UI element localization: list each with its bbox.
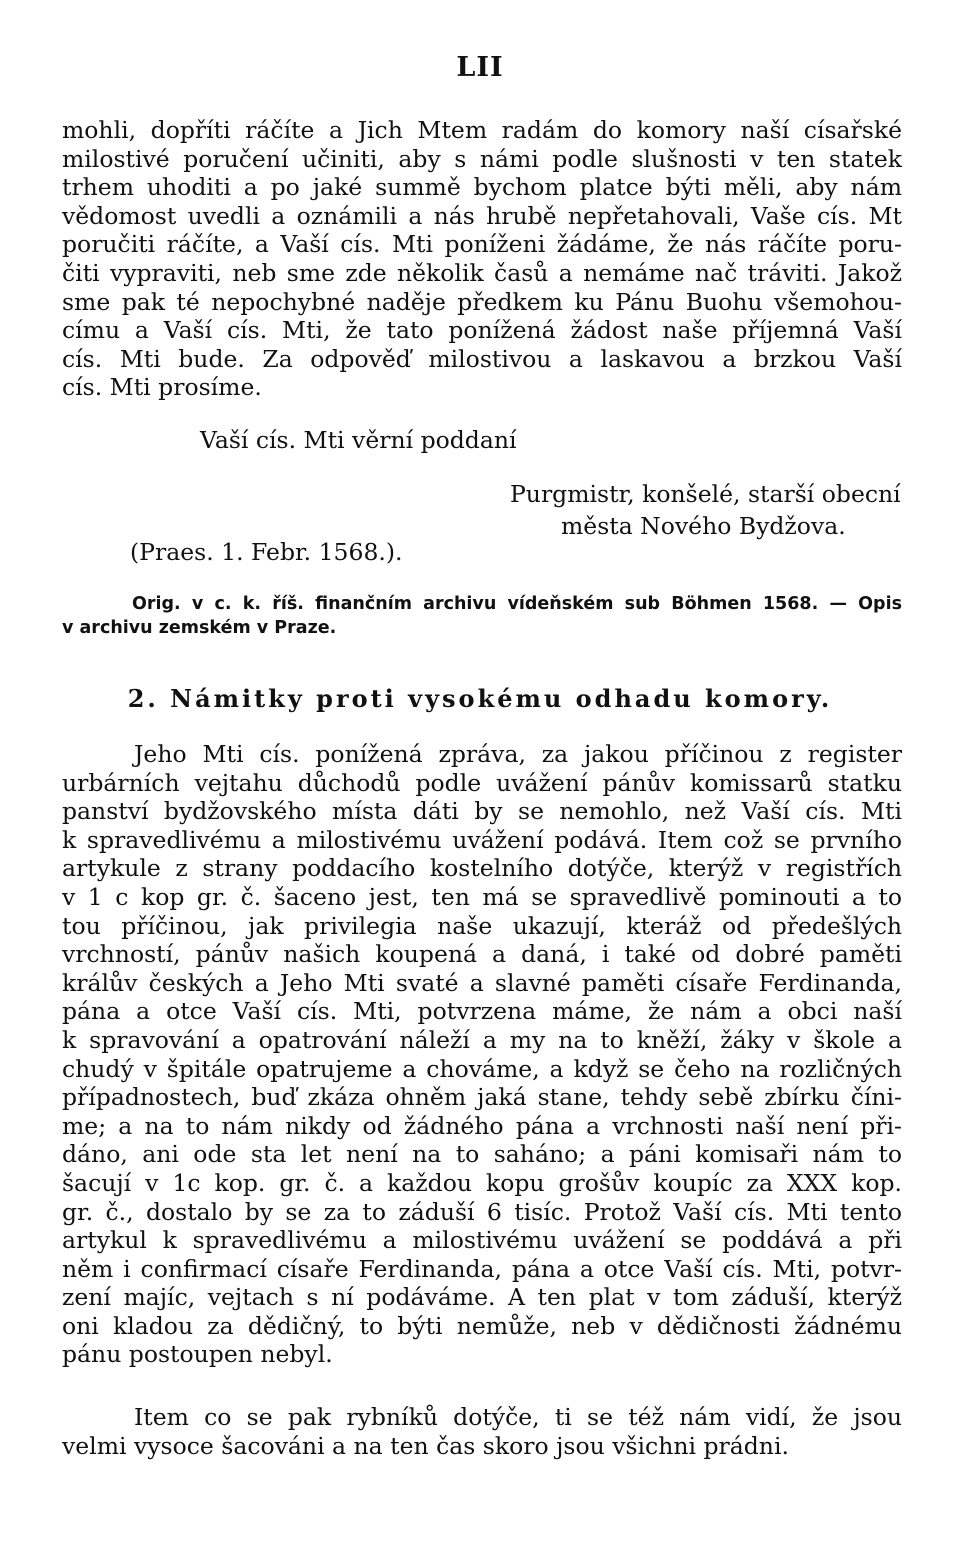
praes-date: (Praes. 1. Febr. 1568.). [130, 538, 403, 566]
text-line: vrchností, pánův našich koupená a daná, i také od dobré paměti [62, 940, 902, 969]
section-heading: 2. Námitky proti vysokému odhadu komory. [127, 684, 833, 713]
text-line: gr. č., dostalo by se za to záduší 6 tisíc. Protož Vaší cís. Mti tento [62, 1197, 902, 1226]
section-paragraph [62, 740, 902, 1369]
text-line: artykule z strany poddacího kostelního dotýče, kterýž v registřích [62, 854, 902, 883]
text-line: oni kladou za dědičný, to býti nemůže, neb v dědičnosti žádnému [62, 1311, 902, 1340]
text-line: címu a Vaší cís. Mti, že tato ponížená žádost naše příjemná Vaší [62, 316, 902, 345]
text-line: čiti vypraviti, neb sme zde několik časů a nemáme nač tráviti. Jakož [62, 258, 902, 287]
source-line: Orig. v c. k. říš. finančním archivu vídeňském sub Böhmen 1568. — Opis [132, 594, 902, 614]
signature-line: města Nového Bydžova. [561, 512, 846, 540]
section-paragraph [62, 1403, 902, 1460]
text-line: Jeho Mti cís. ponížená zpráva, za jakou příčinou z register [134, 740, 902, 768]
text-line: v 1 c kop gr. č. šaceno jest, ten má se spravedlivě pominouti a to [62, 882, 902, 911]
text-line: poručiti ráčíte, a Vaší cís. Mti poníženi žádáme, že nás ráčíte poru- [62, 230, 902, 259]
text-line: dáno, ani ode sta let není na to saháno; a páni komisaři nám to [62, 1140, 902, 1169]
text-line: tou příčinou, jak privilegia naše ukazují, kteráž od předešlých [62, 911, 902, 940]
text-line: k spravedlivému a milostivému uvážení podává. Item což se prvního [62, 825, 902, 854]
text-line: urbárních vejtahu důchodů podle uvážení pánův komissarů statku [62, 768, 902, 797]
text-line: cís. Mti bude. Za odpověď milostivou a laskavou a brzkou Vaší [62, 344, 902, 373]
text-line: králův českých a Jeho Mti svaté a slavné paměti císaře Ferdinanda, [62, 968, 902, 997]
page-number: LII [456, 52, 504, 83]
signature-line: Purgmistr, konšelé, starší obecní [510, 480, 901, 508]
text-line: zení majíc, vejtach s ní podáváme. A ten plat v tom záduší, kterýž [62, 1283, 902, 1312]
text-line: vědomost uvedli a oznámili a nás hrubě nepřetahovali, Vaše cís. Mt [62, 201, 902, 230]
text-line: pánu postoupen nebyl. [62, 1340, 333, 1369]
text-line: trhem uhoditi a po jaké summě bychom platce býti měli, aby nám [62, 173, 902, 202]
text-line: šacují v 1c kop. gr. č. a každou kopu grošův koupíc za XXX kop. [62, 1168, 902, 1197]
text-line: něm i confirmací císaře Ferdinanda, pána a otce Vaší cís. Mti, potvr- [62, 1254, 902, 1283]
text-line: me; a na to nám nikdy od žádného pána a vrchnosti naší není při- [62, 1111, 902, 1140]
source-note [62, 592, 902, 640]
text-line: panství bydžovského místa dáti by se nemohlo, než Vaší cís. Mti [62, 797, 902, 826]
text-line: mohli, dopříti ráčíte a Jich Mtem radám do komory naší císařské [62, 116, 902, 144]
text-line: pána a otce Vaší cís. Mti, potvrzena máme, že nám a obci naší [62, 997, 902, 1026]
text-line: artykul k spravedlivému a milostivému uvážení se poddává a při [62, 1226, 902, 1255]
text-line: velmi vysoce šacováni a na ten čas skoro jsou všichni prádni. [62, 1431, 789, 1460]
text-line: cís. Mti prosíme. [62, 373, 262, 402]
letter-body [62, 116, 902, 402]
letter-closing: Vaší cís. Mti věrní poddaní [200, 426, 517, 454]
text-line: sme pak té nepochybné naděje předkem ku Pánu Buohu všemohou- [62, 287, 902, 316]
text-line: chudý v špitále opatrujeme a chováme, a když se čeho na rozličných [62, 1054, 902, 1083]
text-line: milostivé poručení učiniti, aby s námi podle slušnosti v ten statek [62, 144, 902, 173]
source-line: v archivu zemském v Praze. [62, 618, 337, 638]
text-line: k spravování a opatrování náleží a my na to kněží, žáky v škole a [62, 1025, 902, 1054]
letter-signature [510, 478, 901, 542]
text-line: případnostech, buď zkáza ohněm jaká stane, tehdy sebě zbírku číni- [62, 1083, 902, 1112]
text-line: Item co se pak rybníků dotýče, ti se též nám vidí, že jsou [134, 1403, 902, 1431]
